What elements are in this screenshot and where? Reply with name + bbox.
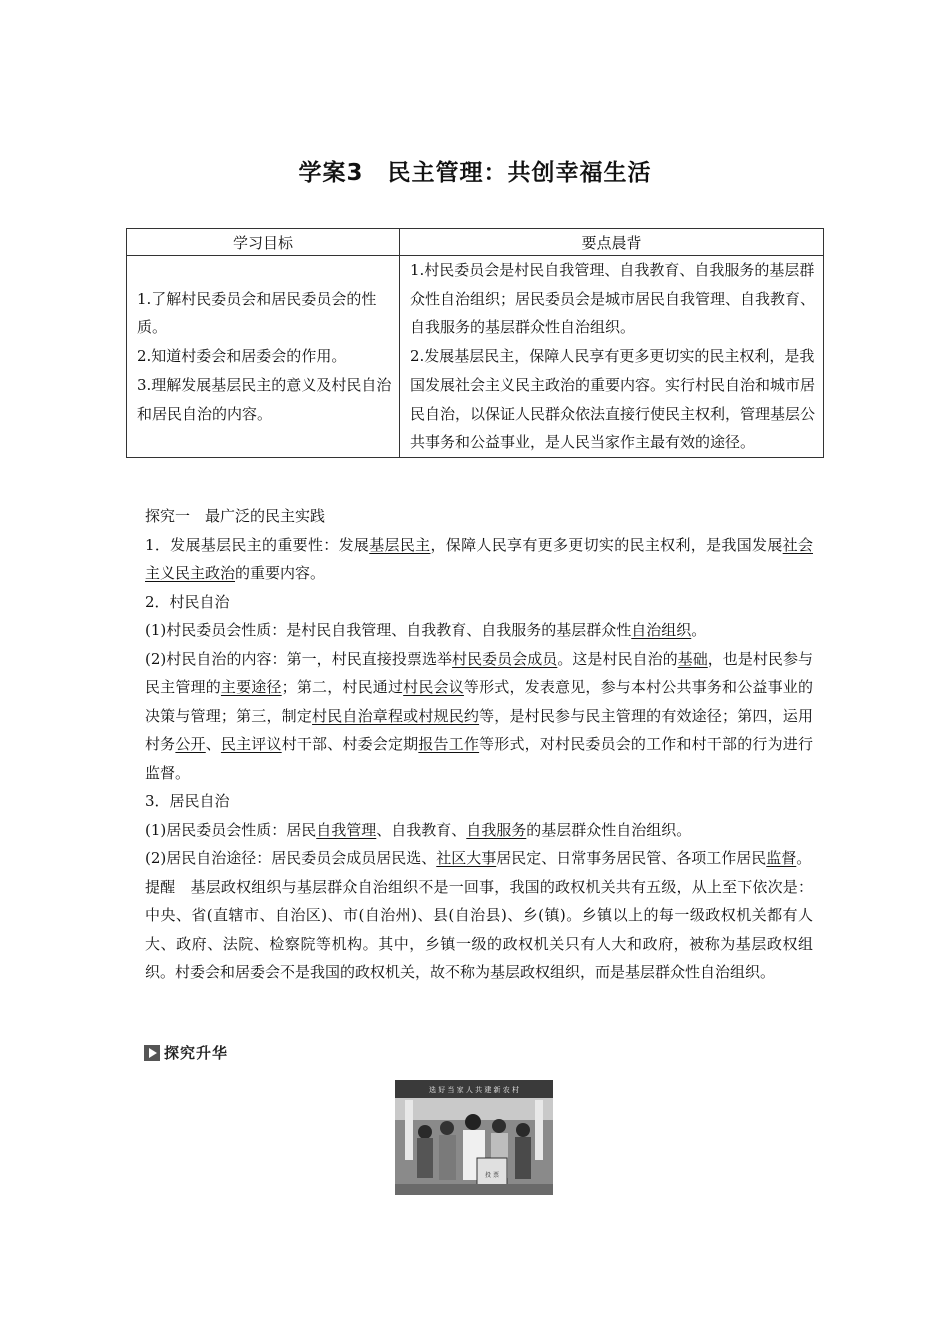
photo-banner-text: 选 好 当 家 人 共 建 新 农 村 (428, 1086, 520, 1094)
underlined-term: 自我管理 (316, 820, 377, 839)
goal-item: 3.理解发展基层民主的意义及村民自治和居民自治的内容。 (137, 375, 392, 423)
header-points: 要点晨背 (400, 229, 824, 256)
section-banner (144, 1042, 228, 1063)
table-row (127, 256, 824, 458)
underlined-term: 村民委员会成员 (452, 649, 558, 668)
subheading: 2．村民自治 (145, 592, 230, 611)
section-heading: 探究一 最广泛的民主实践 (145, 507, 326, 525)
goals-table (126, 228, 824, 458)
paragraph: (1)居民委员会性质：居民自我管理、自我教育、自我服务的基层群众性自治组织。 (145, 820, 692, 839)
underlined-term: 民主评议 (220, 735, 282, 753)
underlined-term: 报告工作 (418, 735, 480, 753)
goal-item: 1.了解村民委员会和居民委员会的性质。 (137, 289, 377, 337)
underlined-term: 村民自治章程或村规民约 (312, 706, 480, 725)
underlined-term: 主要途径 (220, 678, 282, 696)
play-triangle-icon (144, 1045, 160, 1061)
paragraph: (1)村民委员会性质：是村民自我管理、自我教育、自我服务的基层群众性自治组织。 (145, 621, 707, 639)
points-cell (400, 256, 824, 458)
point-item: 1.村民委员会是村民自我管理、自我教育、自我服务的基层群众性自治组织；居民委员会是城市居民自我管理、自我教育、自我服务的基层群众性自治组织。 (410, 261, 816, 337)
underlined-term: 自我服务 (466, 820, 527, 839)
underlined-term: 社会主义民主政治 (145, 535, 813, 582)
voting-photo (395, 1080, 553, 1195)
underlined-term: 基础 (677, 649, 708, 668)
subheading: 3．居民自治 (145, 792, 230, 810)
page-title: 学案3 民主管理：共创幸福生活 (298, 160, 652, 186)
goals-cell (127, 256, 400, 458)
point-item: 2.发展基层民主，保障人民享有更多更切实的民主权利，是我国发展社会主义民主政治的重要内容。实行村民自治和城市居民自治，以保证人民群众依法直接行使民主权利，管理基层公共事务和公益事业，是人民当家作主最有效的途径。 (410, 347, 816, 452)
underlined-term: 自治组织 (631, 621, 692, 639)
paragraph: (2)居民自治途径：居民委员会成员居民选、社区大事居民定、日常事务居民管、各项工作居民监督。 (145, 849, 812, 867)
underlined-term: 公开 (175, 735, 206, 753)
tip-paragraph: 提醒 基层政权组织与基层群众自治组织不是一回事，我国的政权机关共有五级，从上至下依次是：中央、省(直辖市、自治区)、市(自治州)、县(自治县)、乡(镇)。乡镇以上的每一级政权机关都有人大、政府、法院、检察院等机构。其中，乡镇一级的政权机关只有人大和政府，被称为基层政权组织。村委会和居委会不是我国的政权机关，故不称为基层政权组织，而是基层群众性自治组织。 (145, 877, 813, 981)
section-label: 探究升华 (164, 1044, 229, 1062)
ballot-box-label: 投 票 (485, 1172, 499, 1179)
underlined-term: 监督 (766, 849, 797, 867)
main-content (145, 502, 813, 987)
table-header-row (127, 229, 824, 256)
goal-item: 2.知道村委会和居委会的作用。 (137, 347, 347, 366)
underlined-term: 基层民主 (369, 535, 431, 554)
paragraph: 1．发展基层民主的重要性：发展基层民主，保障人民享有更多更切实的民主权利，是我国发展社会主义民主政治的重要内容。 (145, 535, 813, 582)
header-goals: 学习目标 (127, 229, 400, 256)
underlined-term: 村民会议 (403, 678, 464, 696)
underlined-term: 社区大事 (436, 849, 497, 867)
paragraph: (2)村民自治的内容：第一，村民直接投票选举村民委员会成员。这是村民自治的基础，也是村民参与民主管理的主要途径；第二，村民通过村民会议等形式，发表意见，参与本村公共事务和公益事业的决策与管理；第三，制定村民自治章程或村规民约等，是村民参与民主管理的有效途径；第四，运用村务公开、民主评议村干部、村委会定期报告工作等形式，对村民委员会的工作和村干部的行为进行监督。 (145, 649, 813, 782)
